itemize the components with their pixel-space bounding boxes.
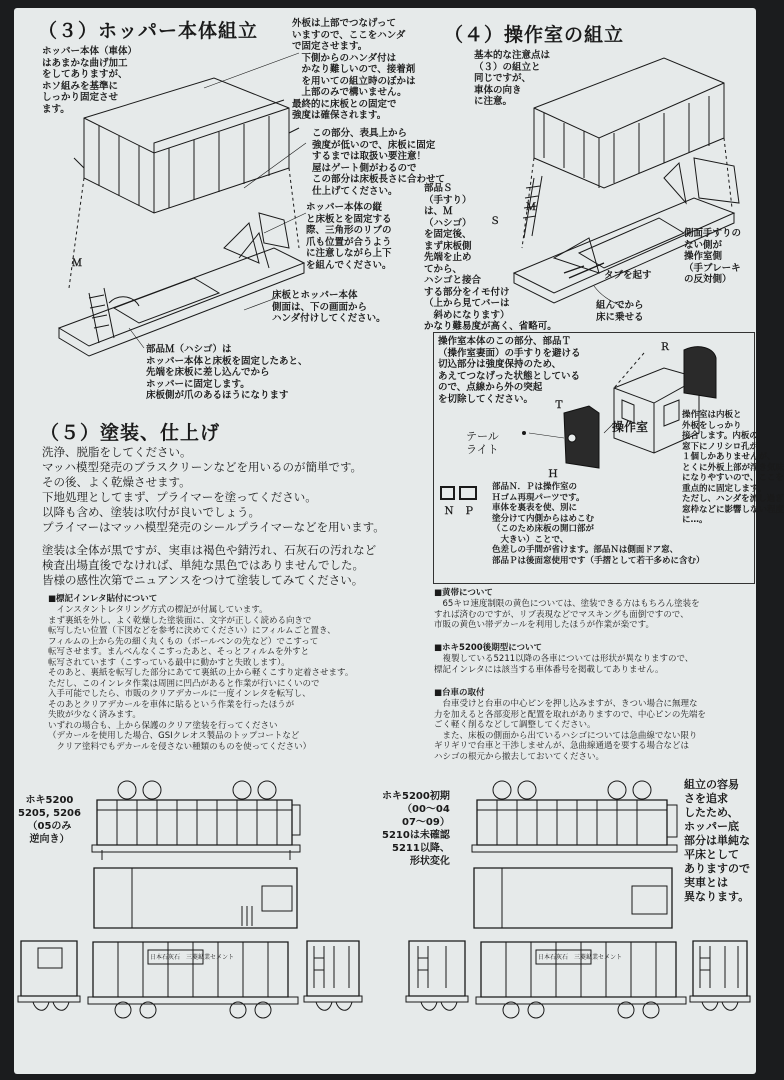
late-type-body: 複製している5211以降の各車については形状が異なりますので、 標記インレタには該当する車体番号を掲載してありません。 — [434, 654, 694, 675]
np-rubber-parts-icon — [440, 486, 480, 500]
s3-note-solder: 床板とホッパー本体 側面は、下の画面から ハンダ付けしてください。 — [272, 290, 386, 324]
left-plan-view-drawing — [92, 866, 302, 936]
s3-label-m: Ｍ — [72, 258, 82, 269]
s3-note-outer-plate: 外板は上部でつなげって いますので、ここをハンダ で固定させます。 下側からのハンダ付は かなり難しいので、接着剤 を用いての組立時のぼかは 上部のみで構いません。 最終的に床板との固定で 強度は確保されます。 — [292, 18, 416, 121]
left-lower-side-drawing — [88, 938, 300, 1023]
s5-decal-title: ■標記インレタ貼付について — [48, 594, 158, 604]
s3-note-floor-caution: この部分、表具上から 強度が低いので、床板に固定 するまでは取扱い要注意！ 屋はゲート側がわるので この部分は床板長さに合わせて 仕上げてください。 — [312, 128, 446, 197]
left-other-end-drawing — [304, 938, 364, 1018]
operator-cab-assembly-illustration — [494, 38, 744, 308]
s5-body-painting: 塗装は全体が黒ですが、実車は褐色や錆汚れ、石灰石の汚れなど 検査出場直後でなければ、単純な黒色ではありませんでした。 皆様の感性次第でニュアンスをつけて塗装してみてください。 — [42, 543, 377, 587]
s3-note-rib: ホッパー本体の縦 と床板とを固定する 際、三角形のリブの 爪も位置が合うよう に注意しながら上下 を組んでください。 — [306, 202, 392, 271]
hopper-body-assembly-illustration — [44, 48, 314, 368]
section-4-title: （４）操作室の組立 — [444, 24, 625, 46]
late-type-title: ■ホキ5200後期型について — [434, 643, 543, 653]
s5-body-cleaning: 洗浄、脱脂をしてください。 マッハ模型発売のブラスクリーンなどを用いるのが簡単です。 その後、よく乾燥させます。 下地処理としてまず、プライマーを塗ってください。 以降も含め、塗装は吹付が良いでしょう。 プライマーはマッハ模型発売のシールプライマーなどを用います。 — [42, 445, 385, 534]
mid-end-view-drawing — [406, 938, 470, 1018]
s4-label-m: Ｍ — [526, 202, 536, 213]
cab-detail-illustration — [504, 338, 744, 478]
yellow-band-body: 65キロ速度制限の黄色については、塗装できる方はもちろん塗装を すれば済むのですが、リブ表現などでマスキングも面倒ですので、 市販の黄色い帯デカールを利用したほうが作業が楽です。 — [434, 599, 700, 630]
right-end-view-drawing — [690, 938, 752, 1018]
left-variant-label: ホキ5200 5205, 5206 （05のみ 逆向き） — [18, 795, 81, 845]
box-label-cab: 操作室 — [612, 420, 649, 434]
s4-note-tab: タブを起す — [604, 270, 652, 281]
s3-note-body: ホッパー本体（車体） はあまかな曲げ加工 をしてありますが、 ホソ組みを基準に しっかり固定させ ます。 — [42, 46, 138, 115]
instruction-sheet — [14, 8, 784, 1074]
mid-side-elevation-drawing — [472, 780, 682, 865]
s5-decal-body: インスタントレタリング方式の標記が付属しています。 まず裏紙を外し、よく乾燥した塗装面に、文字が正しく読める向きで 転写したい位置（下図などを参考に決めてください）にフィルムごと置き、 フィルムの上から先の細く丸くもの（ボールペンの先など）でこすって 転写させます。まんべんなくこすったあと、そっとフィルムを外すと 転写されています（こすっている最中に動かすと失敗します）。 そのあと、裏紙を転写した部分にあてて裏紙の上から軽くこすり定着させます。 ただし、このインレタ作業は周囲に凹凸があると作業が行いにくいので 入手可能でしたら、市販のクリアデカールに一度インレタを転写し、 そのあとクリアデカールを車体に貼るという作業を行ったほうが 失敗が少なく済みます。 いずれの場合も、上から保護のクリア塗装を行ってください （デカールを使用した場合、GSIクレオス製品のトップコートなど クリア塗料でもデカールを侵さない種類のものを使ってください） — [48, 605, 354, 752]
truck-mount-body: 台車受けと台車の中心ピンを押し込みますが、きつい場合に無理な 力を加えると各部変形と配置を取れがありますので、中心ピンの先端を ごく軽く削るなどして調整してください。 また、床板の側面から出ているハシゴについては急曲線でない限り ギリギリで台車と干渉しませんが、急曲線通過を要する場合などは ハシゴの根元から撤去しておいてください。 — [434, 699, 706, 762]
right-variant-note: 組立の容易 さを追求 したため、 ホッパー底 部分は単純な 平床として ありますので 実車とは 異なります。 — [684, 778, 750, 903]
yellow-band-title: ■黄帯について — [434, 588, 493, 598]
box-label-r: Ｒ — [660, 342, 670, 353]
s4-note-handrail: 側面手すりの ない側が 操作室側 （手ブレーキ の反対側） — [684, 228, 742, 285]
mid-plan-view-drawing — [472, 866, 678, 936]
box-label-n: Ｎ — [444, 506, 454, 517]
s4-note-parts-s: 部品Ｓ （手すり） は、Ｍ （ハシゴ） を固定後、 まず床板側 先端を止め てから、 ハシゴと接合 する部分をイモ付け （上から見てバーは 斜めになります） かなり難易度が高く、省略可。 — [424, 183, 557, 332]
box-label-p: Ｐ — [464, 506, 474, 517]
mid-lower-side-drawing — [476, 938, 688, 1023]
box-note-np-parts: 部品Ｎ．Ｐは操作室の Ｈゴム再現パーツです。 車体を裏表を使、別に 塗分けて内側からはめこむ （このため床板の開口部が 大きい）ことで、 色差しの手間が省けます。部品Ｎは側面ドア窓、 部品Ｐは後面窓使用です（手摺として若干多めに含む） — [492, 482, 705, 566]
mid-side-plate-text: 日本石灰石 三菱鉱業セメント — [538, 954, 623, 961]
s4-label-s: Ｓ — [490, 216, 500, 227]
box-note-cutout: 操作室本体のこの部分、部品Ｔ （操作室妻面）の手すりを避ける 切込部分は強度保持のため、 あえてつなげった状態としている ので、点線から外の突起 を切除してください。 — [438, 336, 581, 405]
box-label-taillight: テール ライト — [466, 430, 499, 456]
box-label-h: Ｈ — [548, 469, 558, 480]
truck-mount-title: ■台車の取付 — [434, 688, 485, 698]
left-side-plate-text: 日本石灰石 三菱鉱業セメント — [150, 954, 235, 961]
s4-note-bend: 組んでから 床に乗せる — [596, 300, 644, 323]
s4-note-basic: 基本的な注意点は （３）の組立と 同じですが、 車体の向き に注意。 — [474, 50, 551, 107]
s3-note-part-m: 部品Ｍ（ハシゴ）は ホッパー本体と床板を固定したあと、 先端を床板に差し込んでから ホッパーに固定します。 床板側が爪のあるほうになります — [146, 344, 308, 401]
box-label-t: Ｔ — [554, 400, 564, 411]
box-note-cab-plates: 操作室は内板と 外板をしっかり 接合します。内板の 窓下にノリシロ孔が １個しかありませんが、 とくに外板上部が浮き気味 になりやすいので、ここを 重点的に固定します。 ただし、ハンダを流し過ぎ 窓枠などに影響しない程度 に…。 — [682, 410, 784, 525]
left-end-view-drawing — [18, 938, 82, 1018]
left-side-elevation-drawing — [92, 780, 302, 865]
mid-variant-label: ホキ5200初期 （00～04 07～09） 5210は未確認 5211以降、 形状変化 — [382, 791, 450, 867]
section-5-title: （５）塗装、仕上げ — [40, 422, 221, 444]
section-3-title: （３）ホッパー本体組立 — [38, 20, 259, 42]
